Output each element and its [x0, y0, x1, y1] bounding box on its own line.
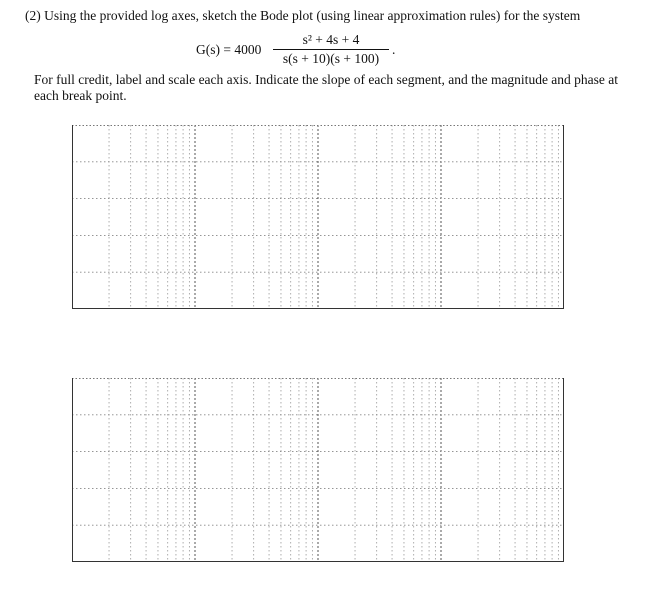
problem-statement [25, 8, 645, 24]
log-grid [72, 378, 564, 562]
instructions-text: For full credit, label and scale each axis. Indicate the slope of each segment, and the magnitude and phase at each break point. [34, 72, 619, 103]
equation-period: . [392, 42, 396, 57]
problem-line: (2) Using the provided log axes, sketch the Bode plot (using linear approximation rules) for the system [25, 8, 581, 23]
equation-denominator: s(s + 10)(s + 100) [282, 51, 380, 66]
equation-numerator: s² + 4s + 4 [302, 32, 360, 47]
log-grid [72, 125, 564, 309]
magnitude-log-axes [72, 125, 564, 309]
phase-log-axes [72, 378, 564, 562]
equation-fraction [271, 31, 391, 68]
equation-lhs: G(s) = 4000 [196, 42, 262, 57]
